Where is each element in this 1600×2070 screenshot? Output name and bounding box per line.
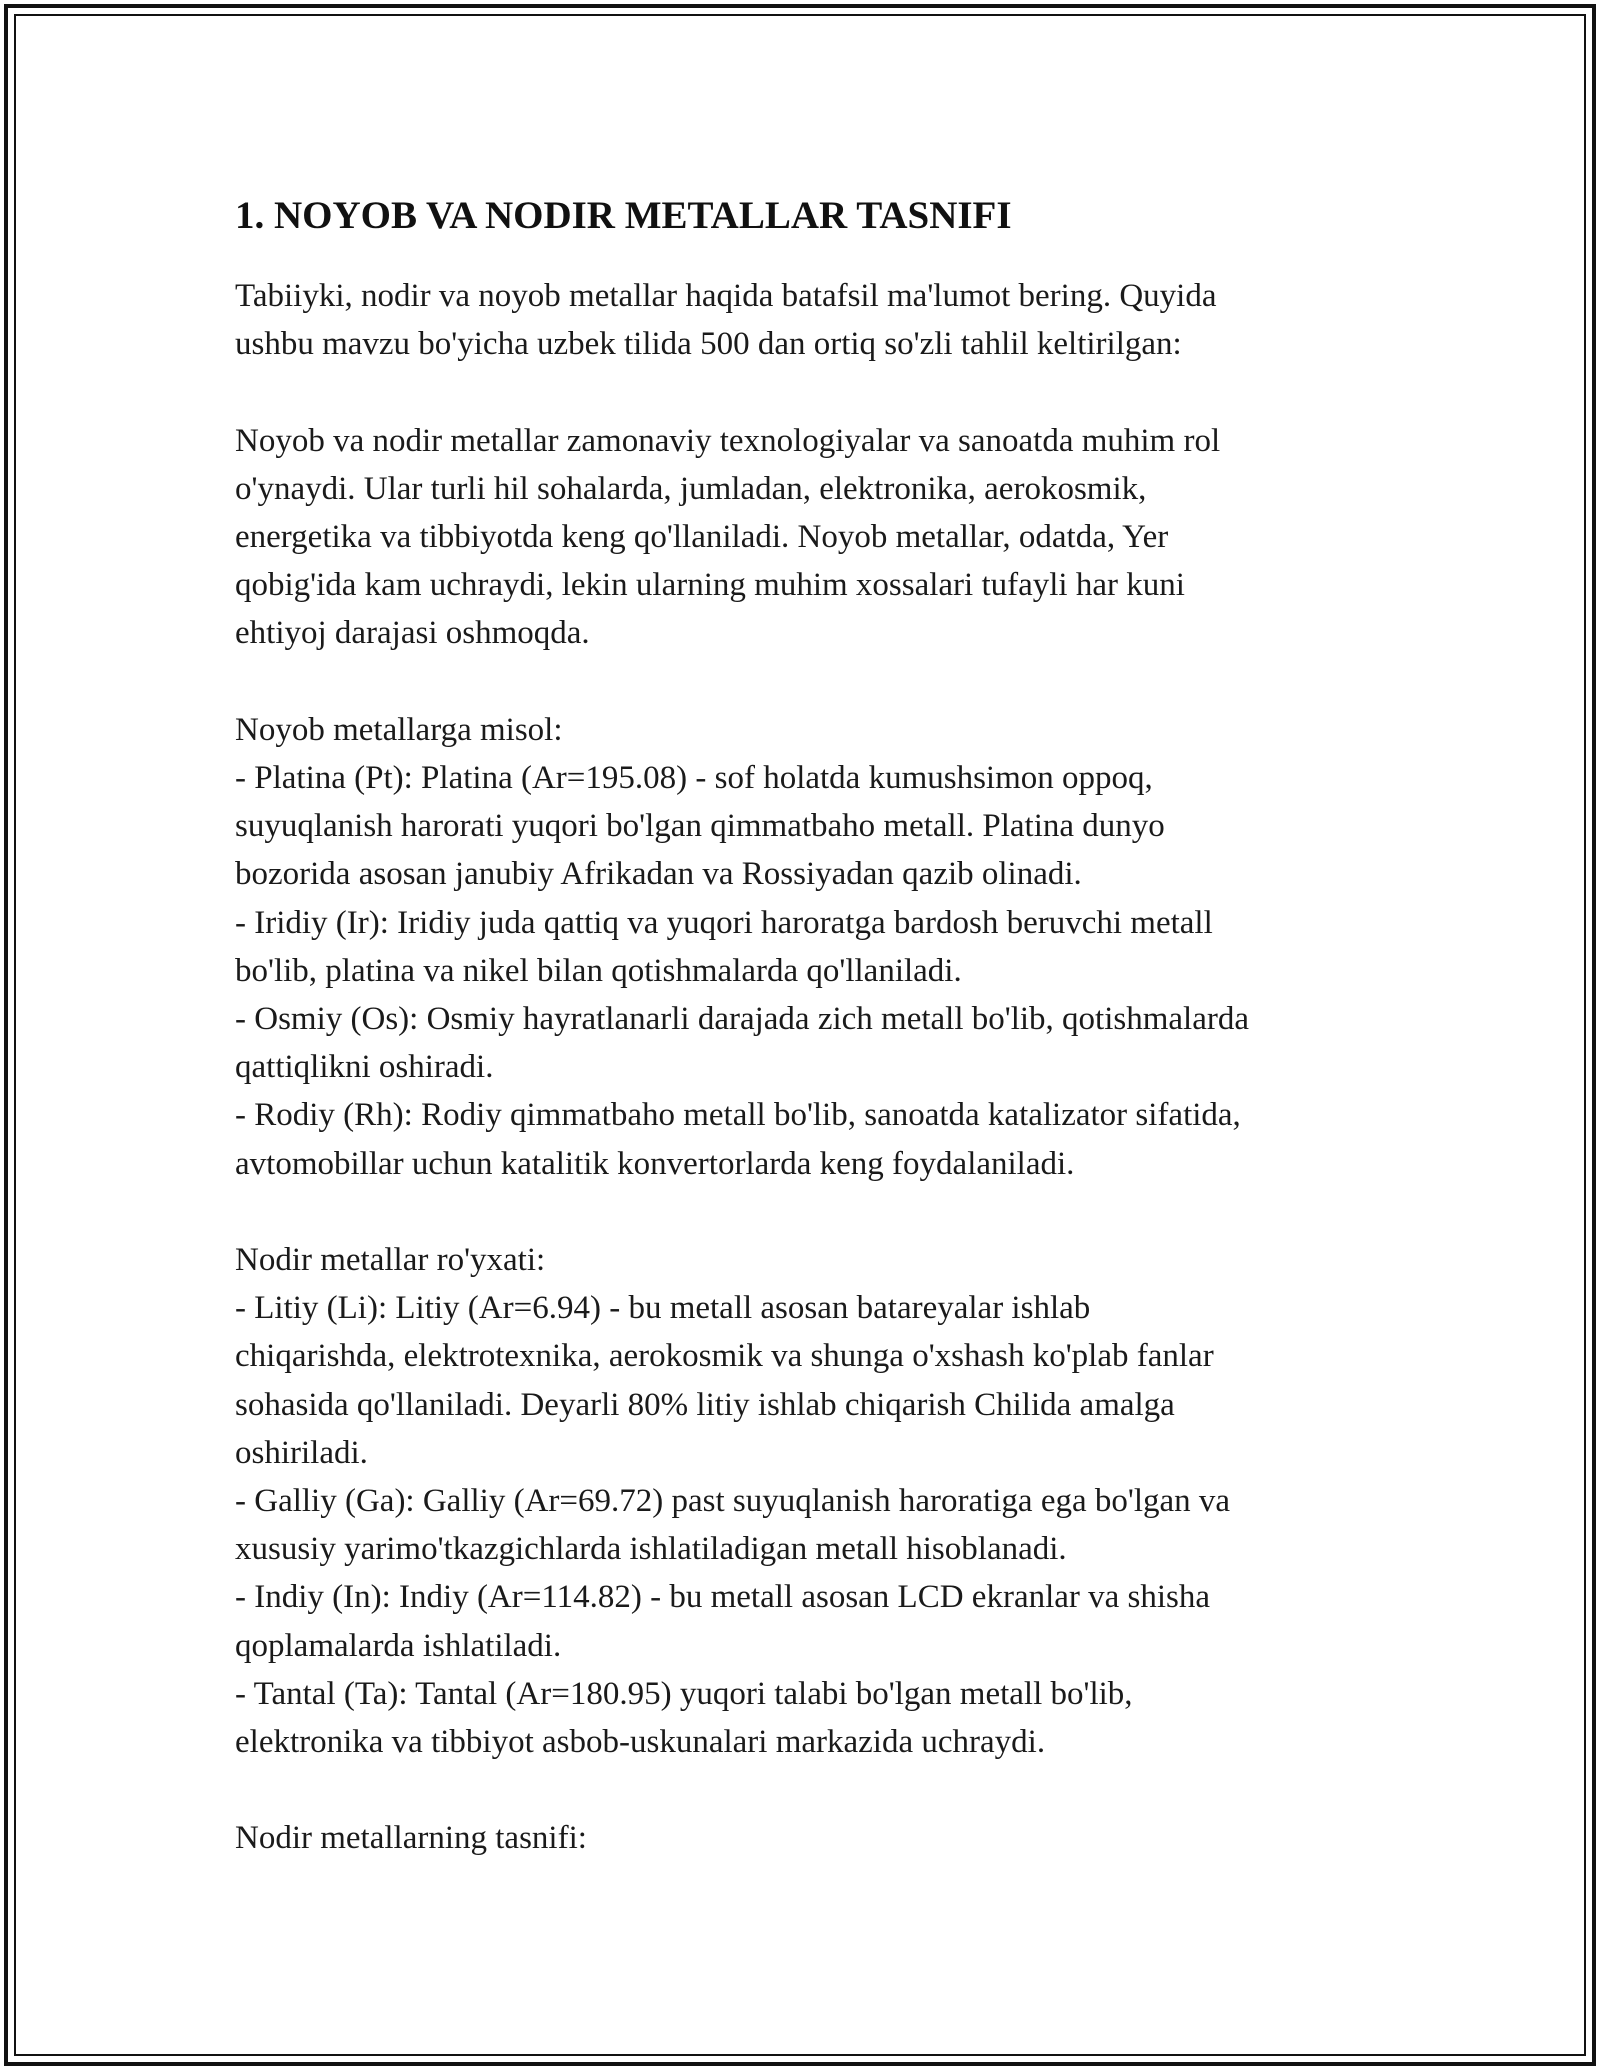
classification-paragraph <box>235 1814 1385 1862</box>
text-line: avtomobillar uchun katalitik konvertorlarda keng foydalaniladi. <box>235 1145 1075 1182</box>
section-heading: Nodir metallar ro'yxati: <box>235 1242 546 1279</box>
text-line: bo'lib, platina va nikel bilan qotishmalarda qo'llaniladi. <box>235 952 962 989</box>
text-line: o'ynaydi. Ular turli hil sohalarda, jumladan, elektronika, aerokosmik, <box>235 470 1147 507</box>
text-line: sohasida qo'llaniladi. Deyarli 80% litiy ishlab chiqarish Chilida amalga <box>235 1386 1175 1423</box>
page-title: 1. NOYOB VA NODIR METALLAR TASNIFI <box>235 194 1012 237</box>
text-line: Tabiiyki, nodir va noyob metallar haqida batafsil ma'lumot bering. Quyida <box>235 278 1217 314</box>
list-item-litiy: - Litiy (Li): Litiy (Ar=6.94) - bu metall asosan batareyalar ishlab <box>235 1290 1091 1327</box>
list-item-indiy: - Indiy (In): Indiy (Ar=114.82) - bu metall asosan LCD ekranlar va shisha <box>235 1579 1211 1616</box>
list-item-iridiy: - Iridiy (Ir): Iridiy juda qattiq va yuqori haroratga bardosh beruvchi metall <box>235 904 1213 941</box>
text-line: qoplamalarda ishlatiladi. <box>235 1627 562 1664</box>
intro-paragraph <box>235 272 1385 368</box>
list-item-tantal: - Tantal (Ta): Tantal (Ar=180.95) yuqori talabi bo'lgan metall bo'lib, <box>235 1675 1133 1712</box>
list-item-osmiy: - Osmiy (Os): Osmiy hayratlanarli darajada zich metall bo'lib, qotishmalarda <box>235 1001 1249 1038</box>
text-line: ushbu mavzu bo'yicha uzbek tilida 500 dan ortiq so'zli tahlil keltirilgan: <box>235 326 1182 363</box>
text-line: suyuqlanish harorati yuqori bo'lgan qimmatbaho metall. Platina dunyo <box>235 808 1165 845</box>
noyob-metals-section <box>235 706 1385 1188</box>
text-line: xususiy yarimo'tkazgichlarda ishlatiladigan metall hisoblanadi. <box>235 1531 1067 1568</box>
overview-paragraph <box>235 417 1385 658</box>
text-line: energetika va tibbiyotda keng qo'llaniladi. Noyob metallar, odatda, Yer <box>235 519 1169 555</box>
text-line: ehtiyoj darajasi oshmoqda. <box>235 615 590 652</box>
text-line: chiqarishda, elektrotexnika, aerokosmik va shunga o'xshash ko'plab fanlar <box>235 1338 1214 1375</box>
text-line: qattiqlikni oshiradi. <box>235 1049 494 1086</box>
list-item-rodiy: - Rodiy (Rh): Rodiy qimmatbaho metall bo'lib, sanoatda katalizator sifatida, <box>235 1097 1241 1134</box>
text-line: qobig'ida kam uchraydi, lekin ularning muhim xossalari tufayli har kuni <box>235 567 1185 604</box>
paragraph-gap <box>235 658 1385 706</box>
text-line: elektronika va tibbiyot asbob-uskunalari markazida uchraydi. <box>235 1724 1046 1761</box>
text-line: oshiriladi. <box>235 1434 368 1471</box>
list-item-platina: - Platina (Pt): Platina (Ar=195.08) - sof holatda kumushsimon oppoq, <box>235 760 1153 796</box>
paragraph-gap <box>235 1766 1385 1814</box>
text-line: Noyob va nodir metallar zamonaviy texnologiyalar va sanoatda muhim rol <box>235 422 1221 459</box>
paragraph-gap <box>235 1188 1385 1236</box>
list-item-galliy: - Galliy (Ga): Galliy (Ar=69.72) past suyuqlanish haroratiga ega bo'lgan va <box>235 1483 1231 1520</box>
section-heading: Noyob metallarga misol: <box>235 711 563 748</box>
section-heading: Nodir metallarning tasnifi: <box>235 1820 587 1857</box>
paragraph-gap <box>235 368 1385 416</box>
document-body <box>235 188 1385 1863</box>
text-line: bozorida asosan janubiy Afrikadan va Rossiyadan qazib olinadi. <box>235 856 1082 893</box>
nodir-metals-section <box>235 1236 1385 1766</box>
